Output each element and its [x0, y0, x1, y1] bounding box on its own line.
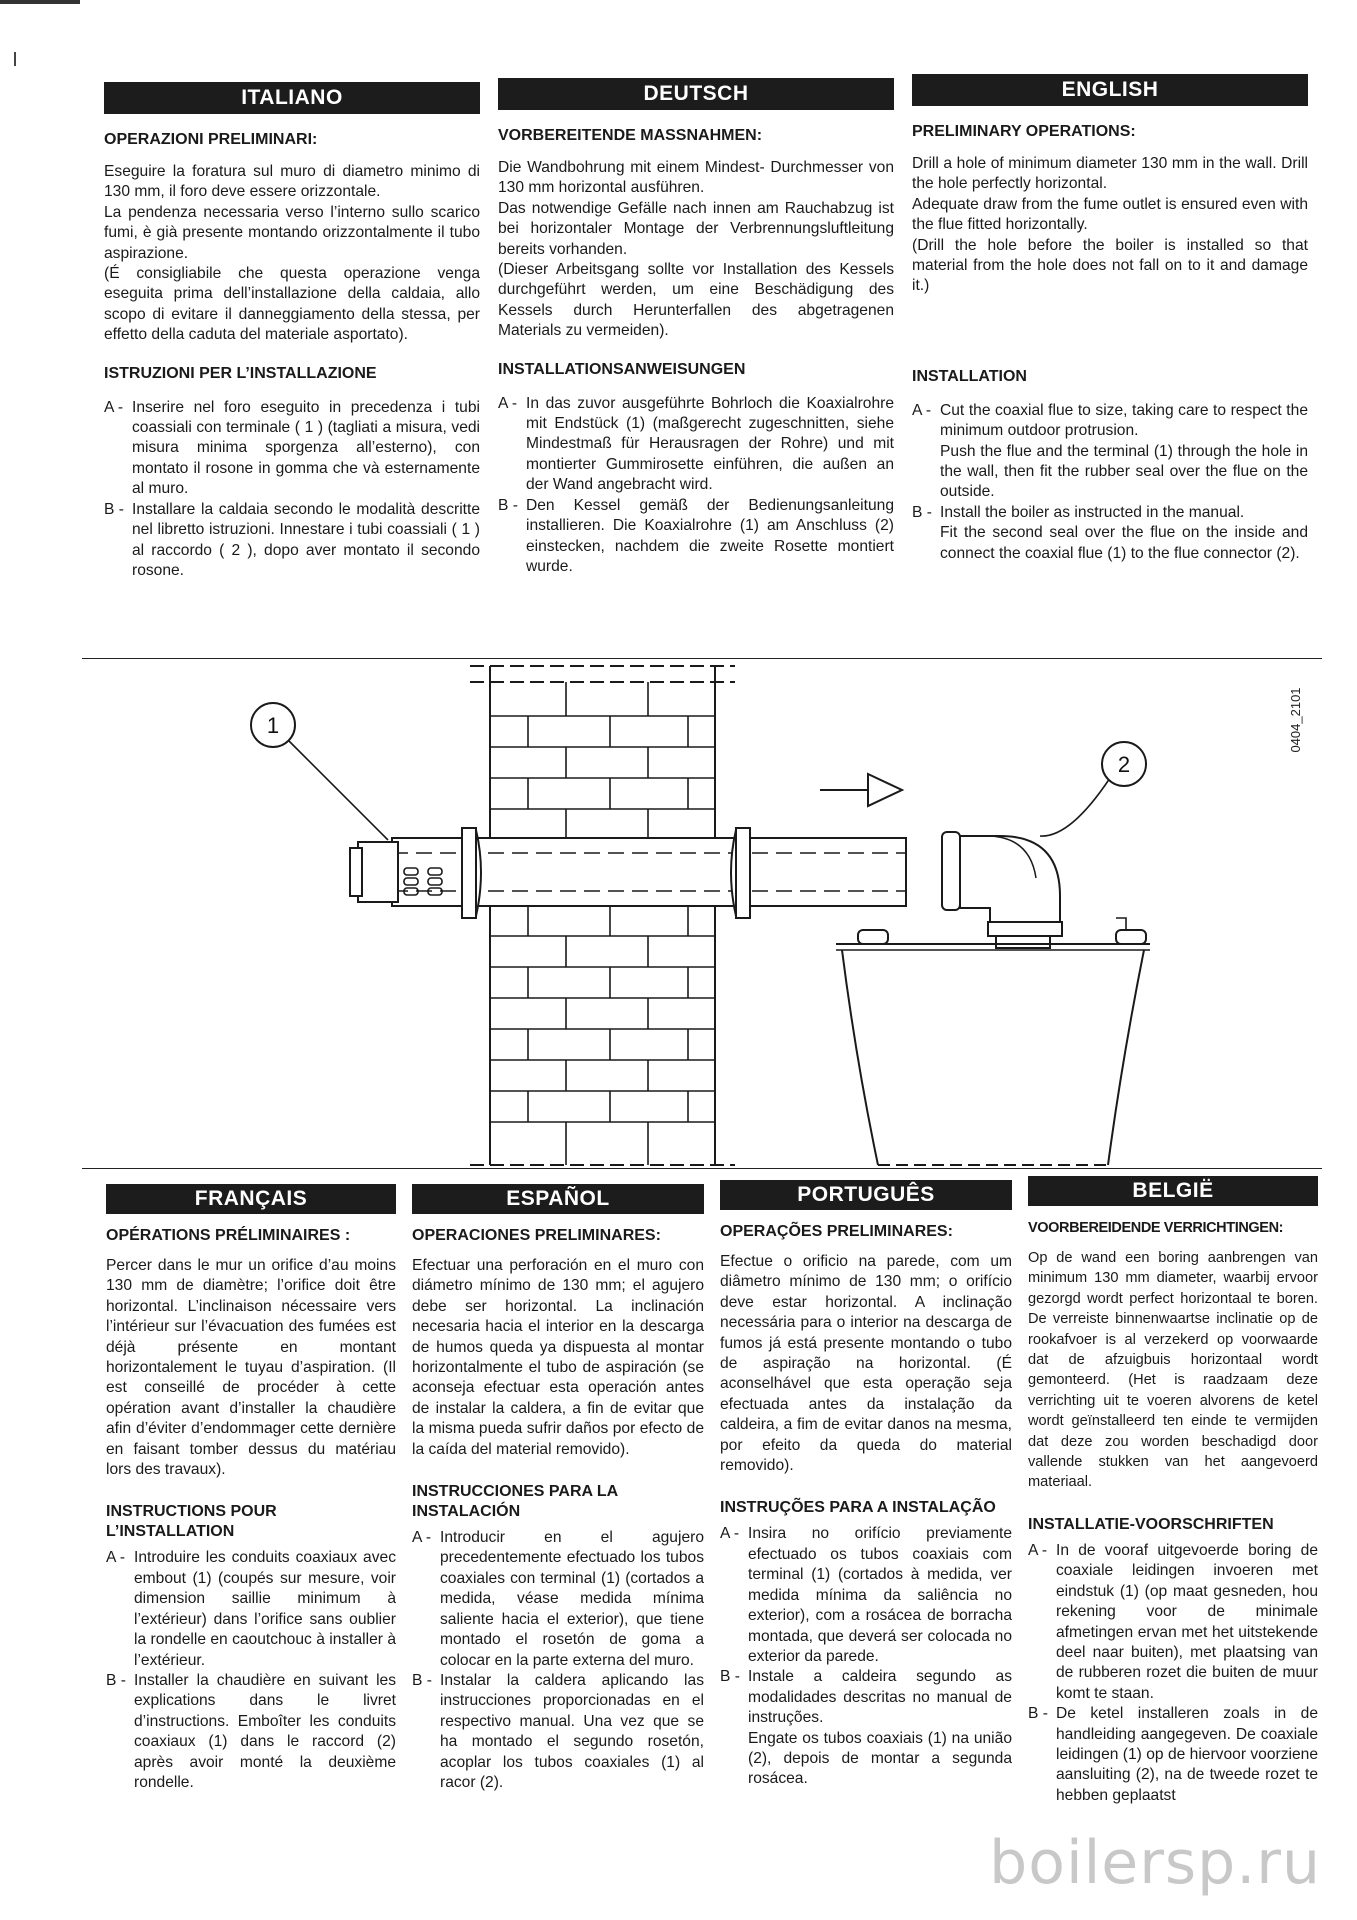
divider-bottom	[82, 1168, 1322, 1169]
section-title-installation: INSTRUÇÕES PARA A INSTALAÇÃO	[720, 1499, 996, 1517]
divider-top	[82, 658, 1322, 659]
step-b-text: Installer la chaudière en suivant les explications dans le livret d’instructions. Emboîter les conduits coaxiaux (1) dans le raccord (2) après avoir monté la deuxième rondelle.	[134, 1671, 396, 1791]
callout-2-number: 2	[1117, 752, 1131, 777]
section-title-installation: ISTRUZIONI PER L’INSTALLAZIONE	[104, 364, 377, 382]
step-a-label: A -	[412, 1529, 432, 1547]
lang-header-english: ENGLISH	[912, 74, 1308, 106]
preliminary-text: Drill a hole of minimum diameter 130 mm in the wall. Drill the hole perfectly horizontal. Adequate draw from the fume outlet is ensured even with the flue fitted horizontally. (Drill the hole before the boiler is installed so that material from the hole does not fall on to it and damage it.)	[912, 155, 1308, 295]
step-b-text: De ketel installeren zoals in de handleiding aangegeven. De coaxiale leidingen (1) op de hiervoor voorziene aansluiting (2), na de tweede rozet te hebben geplaatst	[1056, 1705, 1318, 1804]
step-a-label: A -	[1028, 1541, 1048, 1559]
step-b-text: Den Kessel gemäß der Bedienungsanleitung installieren. Die Koaxialrohre (1) am Anschluss (2) einstecken, nachdem die zweite Rosette montiert wurde.	[526, 496, 894, 575]
section-title-preliminary: VOORBEREIDENDE VERRICHTINGEN:	[1028, 1220, 1284, 1236]
preliminary-text: Op de wand een boring aanbrengen van minimum 130 mm diameter, waarbij ervoor gezorgd wordt perfect horizontaal te boren. De verreiste binnenwaartse inclinatie op de rookafvoer is al verzekerd op voorwaarde dat de afzuigbuis horizontaal wordt gemonteerd. (Het is raadzaam deze verrichting uit te voeren alvorens de ketel wordt geïnstalleerd ten einde te vermijden dat deze zou worden beschadigd door vallende stukken van het aangevoerd materiaal.	[1028, 1250, 1318, 1491]
step-a	[412, 1528, 704, 1671]
lang-header-espanol: ESPAÑOL	[412, 1184, 704, 1214]
column-english	[912, 74, 1308, 564]
step-b	[412, 1671, 704, 1793]
step-b	[720, 1667, 1012, 1789]
step-a-text: Introduire les conduits coaxiaux avec embout (1) (coupés sur mesure, voir dimension saillie minimum à l’extérieur) dans l’orifice sans oublier la rondelle en caoutchouc à installer à l’extérieur.	[134, 1549, 396, 1669]
lang-header-italiano: ITALIANO	[104, 82, 480, 114]
column-espanol	[412, 1184, 704, 1793]
direction-arrow-icon	[820, 774, 902, 806]
section-title-installation: INSTALLATIONSANWEISUNGEN	[498, 360, 746, 378]
step-a	[104, 398, 480, 500]
lang-header-deutsch: DEUTSCH	[498, 78, 894, 110]
section-title-installation: INSTALLATION	[912, 367, 1027, 385]
lang-header-portugues: PORTUGUÊS	[720, 1180, 1012, 1210]
callout-1-leader	[288, 740, 388, 840]
step-b-label: B -	[912, 503, 932, 521]
step-a	[498, 394, 894, 496]
step-a	[106, 1548, 396, 1670]
step-a-label: A -	[104, 398, 124, 416]
drawing-code: 0404_2101	[1288, 687, 1303, 753]
step-a-text: In de vooraf uitgevoerde boring de coaxiale leidingen invoeren met eindstuk (1) (op maat gesneden, hou rekening voor de minimale afmetingen ervan met het uitstekende deel naar buiten), met plaatsing van de rubberen rozet die buiten de muur komt te staan.	[1056, 1541, 1318, 1702]
scan-tick-mark	[14, 52, 16, 66]
section-title-preliminary: PRELIMINARY OPERATIONS:	[912, 123, 1136, 140]
step-b-label: B -	[1028, 1705, 1048, 1723]
step-a-text: In das zuvor ausgeführte Bohrloch die Koaxialrohre mit Endstück (1) (maßgerecht zugeschnitten, siehe Mindestmaß für Herausragen der Rohre) und mit montierter Gummirosette einführen, die außen an der Wand angebracht wird.	[526, 394, 894, 494]
section-title-preliminary: OPÉRATIONS PRÉLIMINAIRES :	[106, 1227, 351, 1244]
outer-rubber-rosette	[462, 828, 481, 918]
section-title-preliminary: OPERAZIONI PRELIMINARI:	[104, 131, 318, 148]
preliminary-text: Die Wandbohrung mit einem Mindest- Durchmesser von 130 mm horizontal ausführen. Das notwendige Gefälle nach innen am Rauchabzug ist bei horizontaler Montage der Verbrennungsluftleitung bereits vorhanden. (Dieser Arbeitsgang sollte vor Installation des Kessels durchgeführt werden, um eine Beschädigung des Kessels durch Herunterfallen des abgetragenen Materials zu vermeiden).	[498, 159, 894, 340]
column-portugues	[720, 1180, 1012, 1790]
step-b	[912, 503, 1308, 564]
callout-1-number: 1	[266, 713, 280, 738]
step-a-label: A -	[498, 394, 518, 412]
column-italiano	[104, 82, 480, 581]
section-title-installation: INSTRUCTIONS POUR L’INSTALLATION	[106, 1503, 277, 1541]
step-a-label: A -	[106, 1549, 126, 1567]
step-b	[498, 496, 894, 578]
inner-rubber-rosette	[731, 828, 750, 918]
step-a	[720, 1524, 1012, 1667]
preliminary-text: Efectuar una perforación en el muro con diámetro mínimo de 130 mm; el agujero debe ser horizontal. La inclinación necesaria hacia el interior en la descarga de humos queda ya dispuesta al montar horizontalmente el tubo de aspiración (se aconseja efectuar esta operación antes de instalar la caldera, a fin de evitar que la misma pueda sufrir daños por efecto de la caída del material removido).	[412, 1257, 704, 1458]
step-b	[104, 500, 480, 582]
step-b	[106, 1671, 396, 1793]
step-b-label: B -	[498, 496, 518, 514]
section-title-installation: INSTALLATIE-VOORSCHRIFTEN	[1028, 1515, 1274, 1533]
step-b-label: B -	[412, 1671, 432, 1689]
step-a	[912, 401, 1308, 503]
section-title-installation: INSTRUCCIONES PARA LA INSTALACIÓN	[412, 1483, 618, 1521]
column-francais	[106, 1184, 396, 1793]
step-b-text: Instale a caldeira segundo as modalidades descritas no manual de instruções. Engate os tubos coaxiais (1) na união (2), depois de montar a segunda rosácea.	[748, 1668, 1012, 1788]
preliminary-text: Percer dans le mur un orifice d’au moins 130 mm de diamètre; l’orifice doit être horizontal. L’inclinaison nécessaire vers l’intérieur sur l’évacuation des fumées est déjà présente en montant horizontalement le tuyau d’aspiration. (Il est conseillé de procéder à cette opération avant d’installer la chaudière afin d’éviter d’endommager cette dernière en faisant tomber dessus du matériau lors des travaux).	[106, 1257, 396, 1479]
step-b-label: B -	[104, 500, 124, 518]
column-belgie	[1028, 1176, 1318, 1806]
step-a-label: A -	[912, 401, 932, 419]
step-b-text: Instalar la caldera aplicando las instrucciones proporcionadas en el respectivo manual. Una vez que se ha montado el segundo rosetón, acoplar los tubos coaxiales (1) al racor (2).	[440, 1671, 704, 1791]
boiler	[836, 918, 1150, 1165]
installation-diagram	[0, 660, 1357, 1170]
callout-2-leader	[1040, 778, 1110, 836]
step-a	[1028, 1541, 1318, 1704]
preliminary-text: Eseguire la foratura sul muro di diametro minimo di 130 mm, il foro deve essere orizzontale. La pendenza necessaria verso l’interno sullo scarico fumi, è già presente montando orizzontalmente il tubo aspirazione. (É consigliabile che questa operazione venga eseguita prima dell’installazione della caldaia, allo scopo di evitare il danneggiamento della stessa, per effetto della caduta del materiale asportato).	[104, 163, 480, 344]
section-title-preliminary: OPERACIONES PRELIMINARES:	[412, 1227, 661, 1244]
step-a-label: A -	[720, 1525, 740, 1543]
brick-wall	[470, 666, 735, 1165]
step-b-text: Installare la caldaia secondo le modalità descritte nel libretto istruzioni. Innestare i tubi coassiali ( 1 ) al raccordo ( 2 ), dopo aver montato il secondo rosone.	[132, 500, 480, 579]
section-title-preliminary: VORBEREITENDE MASSNAHMEN:	[498, 127, 763, 144]
column-deutsch	[498, 78, 894, 577]
step-b	[1028, 1704, 1318, 1806]
step-b-label: B -	[720, 1668, 740, 1686]
step-a-text: Inserire nel foro eseguito in precedenza i tubi coassiali con terminale ( 1 ) (tagliati a misura, vedi misura minima sporgenza all’esterno), con montato il rosone in gomma che và esternamente al muro.	[132, 398, 480, 498]
lang-header-belgie: BELGIË	[1028, 1176, 1318, 1206]
step-a-text: Insira no orifício previamente efectuado os tubos coaxiais com terminal (1) (cortados à medida, ver medida mínima da saliência no exterior), com a rosácea de borracha montada, que deverá ser colocada no exterior da parede.	[748, 1525, 1012, 1665]
flue-connector	[942, 832, 1062, 948]
step-a-text: Cut the coaxial flue to size, taking care to respect the minimum outdoor protrusion. Push the flue and the terminal (1) through the hole in the wall, then fit the rubber seal over the flue on the outside.	[940, 401, 1308, 501]
scan-edge-mark	[0, 0, 80, 4]
lang-header-francais: FRANÇAIS	[106, 1184, 396, 1214]
step-b-text: Install the boiler as instructed in the manual. Fit the second seal over the flue on the inside and connect the coaxial flue (1) to the flue connector (2).	[940, 503, 1308, 562]
step-b-label: B -	[106, 1671, 126, 1689]
section-title-preliminary: OPERAÇÕES PRELIMINARES:	[720, 1223, 953, 1240]
site-watermark: boilersp.ru	[989, 1828, 1321, 1898]
preliminary-text: Efectue o orificio na parede, com um diâmetro mínimo de 130 mm; o orifício deve estar horizontal. A inclinação necessária para o interior na descarga de fumos já está presente montando o tubo de aspiração na horizontal. (É aconselhável que esta operação seja efectuada antes da instalação da caldeira, a fim de evitar danos na mesma, por efeito da queda do material removido).	[720, 1253, 1012, 1475]
step-a-text: Introducir en el agujero precedentemente efectuado los tubos coaxiales con terminal (1) (cortados a medida, véase medida mínima saliente hacia el exterior), que tiene montado el rosetón de goma a colocar en la parte externa del muro.	[440, 1529, 704, 1669]
